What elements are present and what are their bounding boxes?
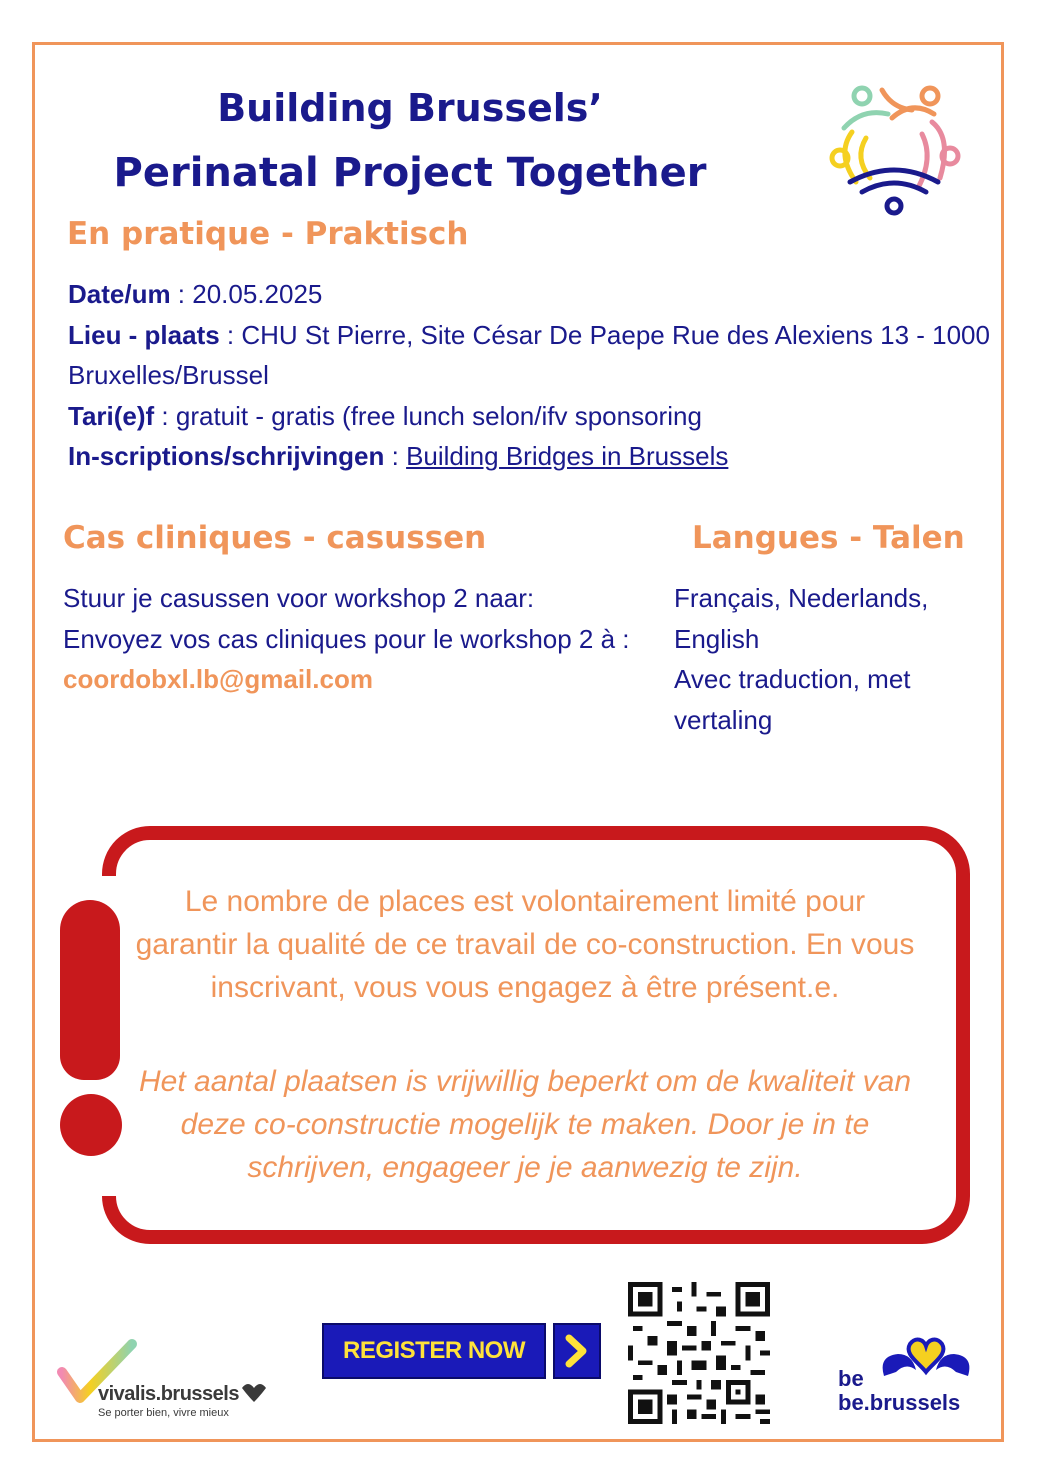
cases-text	[63, 578, 643, 700]
exclamation-icon	[60, 900, 120, 1080]
date-line	[68, 274, 998, 315]
practical-info	[68, 274, 998, 477]
fee-line	[68, 396, 998, 437]
languages-list: Français, Nederlands, English	[674, 583, 929, 654]
languages-text	[674, 578, 994, 740]
project-logo-icon	[822, 78, 967, 218]
registration-line	[68, 436, 998, 477]
cases-email[interactable]: coordobxl.lb@gmail.com	[63, 664, 373, 694]
be-small-label: be	[838, 1366, 864, 1391]
registration-label: In-scriptions/schrijvingen	[68, 441, 385, 471]
qr-code-icon[interactable]	[628, 1282, 770, 1424]
registration-link[interactable]: Building Bridges in Brussels	[406, 441, 729, 471]
title-line-2: Perinatal Project Together	[113, 150, 707, 196]
place-line	[68, 315, 998, 396]
languages-heading: Langues - Talen	[692, 520, 965, 556]
date-value: : 20.05.2025	[170, 279, 323, 309]
fee-value: : gratuit - gratis (free lunch selon/ifv sponsoring	[154, 400, 702, 431]
date-label: Date/um	[68, 279, 171, 309]
notice-nl: Het aantal plaatsen is vrijwillig beperkt om de kwaliteit van deze co-constructie mogelijk te maken. Door je in te schrijven, engageer je je aanwezig te zijn.	[138, 1065, 912, 1184]
notice-fr: Le nombre de places est volontairement limité pour garantir la qualité de ce travail de co-construction. En vous inscrivant, vous vous engagez à être présent.e.	[135, 885, 915, 1004]
cases-line-fr: Envoyez vos cas cliniques pour le workshop 2 à :	[63, 623, 630, 654]
cases-heading: Cas cliniques - casussen	[63, 520, 487, 556]
place-label: Lieu - plaats	[68, 319, 220, 350]
languages-translation: Avec traduction, met vertaling	[674, 664, 911, 735]
chevron-right-icon	[555, 1325, 599, 1377]
fee-label: Tari(e)f	[68, 400, 155, 431]
cases-line-nl: Stuur je casussen voor workshop 2 naar:	[63, 583, 535, 613]
exclamation-dot-icon	[60, 1094, 122, 1156]
place-value: : CHU St Pierre, Site César De Paepe Rue des Alexiens 13 - 1000 Bruxelles/Brussel	[68, 319, 990, 390]
be-brussels-logo-icon	[876, 1332, 976, 1392]
register-now-button[interactable]: REGISTER NOW	[322, 1323, 546, 1379]
vivalis-name: vivalis.brussels	[98, 1383, 239, 1405]
title-line-1: Building Brussels’	[217, 86, 603, 130]
vivalis-tagline: Se porter bien, vivre mieux	[98, 1407, 229, 1419]
be-brussels-label: be.brussels	[838, 1390, 961, 1415]
register-arrow-button[interactable]	[553, 1323, 601, 1379]
practical-heading: En pratique - Praktisch	[67, 216, 469, 252]
registration-sep: :	[384, 441, 407, 471]
